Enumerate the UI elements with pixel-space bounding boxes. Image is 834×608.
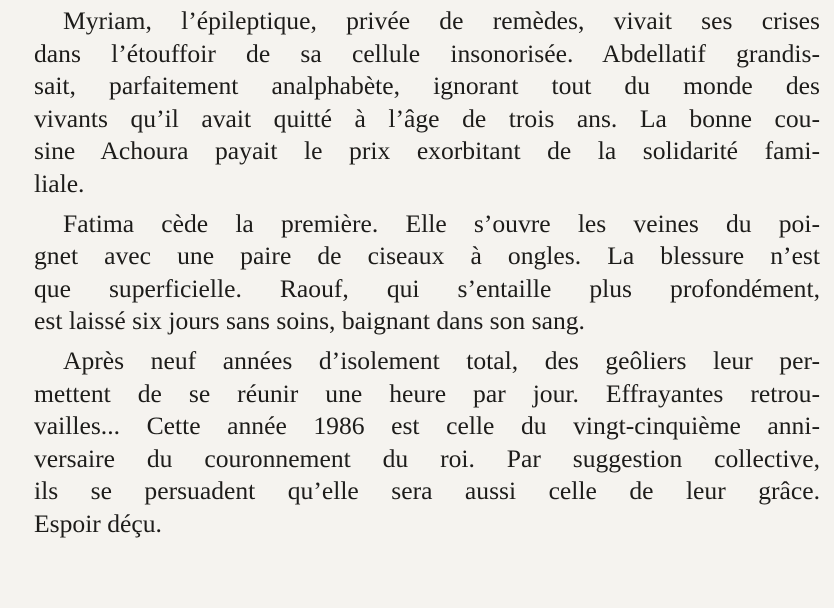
text-line: que superficielle. Raouf, qui s’entaille plus profondément, <box>34 273 820 303</box>
text-line: sait, parfaitement analphabète, ignorant tout du monde des <box>34 71 820 101</box>
page-text <box>34 5 820 548</box>
text-line: ils se persuadent qu’elle sera aussi celle de leur grâce. <box>34 476 820 506</box>
text-line: versaire du couronnement du roi. Par suggestion collective, <box>34 443 820 473</box>
text-line: mettent de se réunir une heure par jour. Effrayantes retrou- <box>34 378 820 408</box>
text-line: Fatima cède la première. Elle s’ouvre les veines du poi- <box>63 208 820 238</box>
text-line: Après neuf années d’isolement total, des geôliers leur per- <box>63 345 820 375</box>
text-line: vailles... Cette année 1986 est celle du vingt-cinquième anni- <box>34 411 820 441</box>
paragraph-3 <box>34 345 820 541</box>
text-line: dans l’étouffoir de sa cellule insonorisée. Abdellatif grandis- <box>34 38 820 68</box>
text-line: gnet avec une paire de ciseaux à ongles. La blessure n’est <box>34 241 820 271</box>
text-line: vivants qu’il avait quitté à l’âge de trois ans. La bonne cou- <box>34 103 820 133</box>
paragraph-1 <box>34 5 820 201</box>
text-line: Espoir déçu. <box>34 508 162 538</box>
paragraph-2 <box>34 208 820 338</box>
text-line: liale. <box>34 168 85 198</box>
text-line: Myriam, l’épileptique, privée de remèdes, vivait ses crises <box>63 6 820 35</box>
text-line: sine Achoura payait le prix exorbitant de la solidarité fami- <box>34 136 820 166</box>
text-line: est laissé six jours sans soins, baignant dans son sang. <box>34 306 585 336</box>
